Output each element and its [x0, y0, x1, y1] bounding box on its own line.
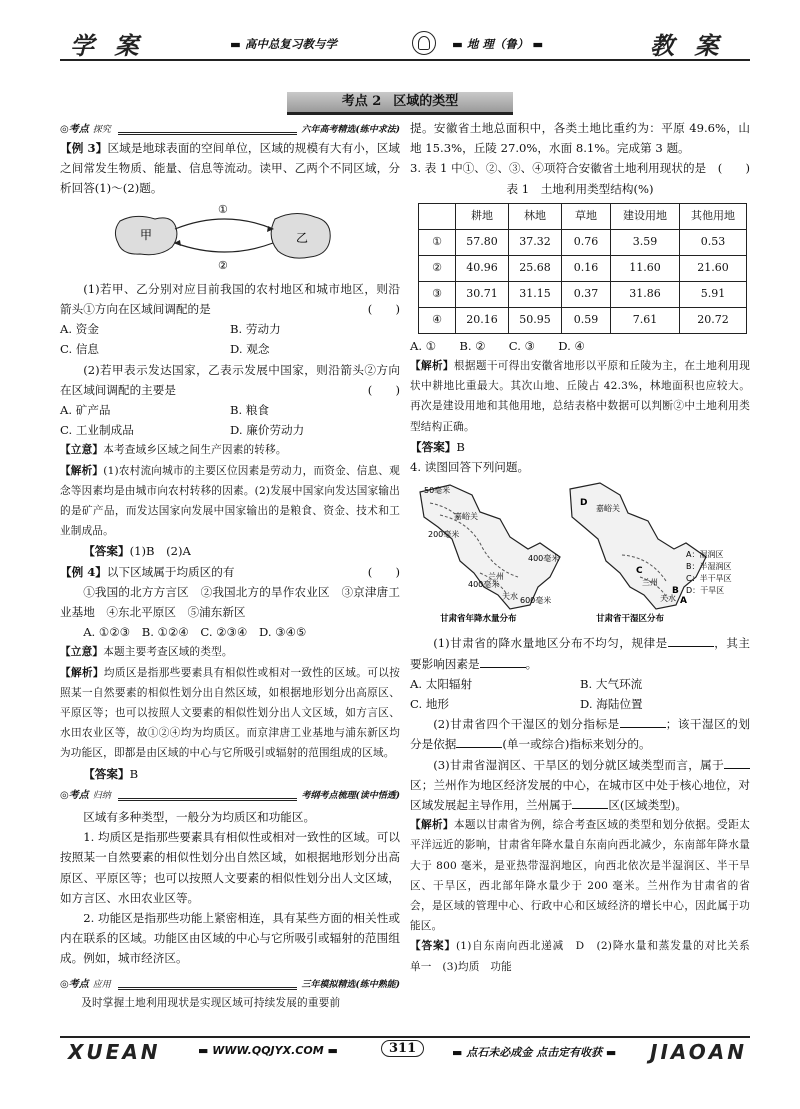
example-3-analysis: 【解析】(1)农村流向城市的主要区位因素是劳动力，而资金、信息、观念等因素均是由城市向农村转移的因素。(2)发展中国家向发达国家输出的是矿产品，而发达国家向发展中国家输出的是粮食、资金、技术和工业制成品。	[60, 464, 400, 538]
emblem-icon	[412, 31, 436, 55]
gansu-maps	[410, 477, 750, 627]
question-4-analysis: 【解析】本题以甘肃省为例，综合考查区域的类型和划分依据。受距太平洋远近的影响，甘肃省年降水量自东南向西北减少，东南部年降水量大于 800 毫米，是亚热带湿润地区，向西北依次是半湿润区、半干旱区、干旱区，西北部年降水量少于 200 毫米。兰州作为甘肃省的省会，是区域的管理中心、行政中心和区域经济的增长中心，因此属于功能区。	[410, 819, 750, 933]
q2-options: A. 矿产品 B. 粮食	[60, 403, 270, 418]
page-number: 311	[381, 1040, 424, 1057]
arrow-2-label: ②	[218, 258, 228, 272]
svg-text:A: A	[680, 596, 687, 607]
svg-text:嘉峪关: 嘉峪关	[454, 512, 478, 522]
left-column: ◎考点 探究 六年高考精选(练中求法) 【例 3】区域是地球表面的空间单位，区域的规模有大有小，区域之间常发生物质、能量、信息等流动。读甲、乙两个不同区域，分析回答(1)～(2)题。 甲 乙 ① ② (1)若甲、乙分别对应目前我国的农村地区和城市地区，则沿箭头①方向在区域间调配的是 ( ) A. 资金 B. 劳动力 C. 信息 D. 观念 (2)若甲表示发达国家，乙表示发展中国家，则沿箭头②方向在区域间调配的主要是 ( ) A. 矿产品 B. 粮食 C. 工业制成品 D. 廉价劳动力 【立意】本考查域乡区域之间生产因素的转移。 【解析】(1)农村流向城市的主要区位因素是劳动力，而资金、信息、观念等因素均是由城市向农村转移的因素。(2)发展中国家向发达国家输出的是矿产品，而发达国家向发展中国家输出的是粮食、资金、技术和工业制成品。 【答案】(1)B (2)A 【例 4】以下区域属于均质区的有 ( ) ①我国的北方方言区 ②我国北方的旱作农业区 ③京津唐工业基地 ④东北平原区 ⑤浦东新区 A. ①②③ B. ①②④ C. ②③④ D. ③④⑤ 【立意】本题主要考查区域的类型。 【解析】均质区是指那些要素具有相似性或相对一致性的区域。可以按照某一自然要素的相似性划分出自然区域，如根据地形划分出高原区、平原区等；也可以按照人文要素的相似性划分出人文区域，如方言区、水田农业区等，故①②④均为均质区。而京津唐工业基地与浦东新区均为功能区，即都是由区域的中心与它所吸引或辐射的范围组成的区域。 【答案】B ◎考点 归纳 考纲考点梳理(读中悟透) 区域有多种类型，一般分为均质区和功能区。 1. 均质区是指那些要素具有相似性或相对一致性的区域。可以按照某一自然要素的相似性划分出自然区域，如根据地形划分出高原区、平原区等；也可以按照人文要素的相似性划分出人文区域，如方言区、水田农业区等。 2. 功能区是指那些功能上紧密相连，具有某些方面的相关性或内在联系的区域。功能区由区域的中心与它所吸引或辐射的范围组成。例如，城市经济区。 ◎考点 应用 三年模拟精选(练中熟能) 及时掌握土地利用现状是实现区域可持续发展的重要前	[60, 118, 400, 1013]
table-row: ③ 30.71 31.15 0.37 31.86 5.91	[419, 281, 747, 307]
page-footer	[60, 1036, 750, 1066]
example-4-analysis: 【解析】均质区是指那些要素具有相似性或相对一致性的区域。可以按照某一自然要素的相似性划分出自然区域，如根据地形划分出高原区、平原区等；也可以按照人文要素的相似性划分出人文区域，如方言区、水田农业区等，故①②④均为均质区。而京津唐工业基地与浦东新区均为功能区，即都是由区域的中心与它所吸引或辐射的范围组成的区域。	[60, 666, 400, 760]
svg-text:兰州: 兰州	[642, 578, 658, 588]
svg-text:600毫米: 600毫米	[520, 596, 552, 606]
svg-text:400毫米: 400毫米	[528, 554, 560, 564]
header-right-brand: 教 案	[650, 32, 725, 60]
header-series: ▬ 高中总复习教与学	[230, 37, 337, 51]
arrow-1-label: ①	[218, 202, 228, 216]
example-3-stem: 【例 3】区域是地球表面的空间单位，区域的规模有大有小，区域之间常发生物质、能量、信息等流动。读甲、乙两个不同区域，分析回答(1)～(2)题。	[60, 141, 400, 196]
svg-text:兰州: 兰州	[488, 572, 504, 582]
example-4-items: ①我国的北方方言区 ②我国北方的旱作农业区 ③京津唐工业基地 ④东北平原区 ⑤浦东新区	[60, 584, 400, 620]
q1-options: A. 资金 B. 劳动力	[60, 322, 281, 337]
region-label-a: 甲	[140, 227, 153, 242]
table-row: ① 57.80 37.32 0.76 3.59 0.53	[419, 229, 747, 255]
question-4-answer: 【答案】(1)自东南向西北递减 D (2)降水量和蒸发量的对比关系 单一 (3)均质 功能	[410, 940, 761, 973]
question-4: 4. 读图回答下列问题。	[410, 460, 530, 475]
svg-text:200毫米: 200毫米	[428, 530, 460, 540]
legend-b: B：半湿润区	[686, 562, 732, 572]
example-4-options: A. ①②③ B. ①②④ C. ②③④ D. ③④⑤	[83, 625, 307, 640]
footer-slogan: ▬ 点石未必成金 点击定有收获 ▬	[452, 1046, 617, 1059]
legend-d: D：干旱区	[686, 586, 725, 596]
question-4-3: (3)甘肃省湿润区、干旱区的划分就区域类型而言，属于区；兰州作为地区经济发展的中心，在城市区中处于核心地位，对区域发展起主导作用，兰州属于 区(区域类型)。	[410, 757, 750, 813]
example-4-intent: 【立意】本题主要考查区域的类型。	[60, 646, 233, 659]
land-use-table	[418, 203, 747, 334]
summary-p3: 2. 功能区是指那些功能上紧密相连，具有某些方面的相关性或内在联系的区域。功能区由区域的中心与它所吸引或辐射的范围组成。例如，城市经济区。	[60, 910, 400, 966]
svg-text:天水: 天水	[502, 592, 518, 602]
section-title: 考点 2 区域的类型	[287, 92, 513, 115]
footer-left-brand: XUEAN	[68, 1040, 161, 1064]
question-4-1: (1)甘肃省的降水量地区分布不均匀，规律是 ，其主要影响因素是 。	[410, 636, 750, 671]
question-3-answer: 【答案】B	[410, 439, 465, 454]
application-intro: 及时掌握土地利用现状是实现区域可持续发展的重要前	[81, 996, 341, 1009]
legend-c: C：半干旱区	[686, 574, 732, 584]
table-header-row: 耕地 林地 草地 建设用地 其他用地	[419, 203, 747, 229]
table-caption: 表 1 土地利用类型结构(%)	[506, 181, 654, 196]
table-row: ② 40.96 25.68 0.16 11.60 21.60	[419, 255, 747, 281]
dryness-map-title: 甘肃省干湿区分布	[596, 614, 665, 625]
svg-text:B: B	[672, 586, 679, 597]
application-intro-cont: 提。安徽省土地总面积中，各类土地比重约为：平原 49.6%，山地 15.3%，丘陵 27.0%，水面 8.1%。完成第 3 题。	[410, 121, 750, 156]
example-3-q1: (1)若甲、乙分别对应目前我国的农村地区和城市地区，则沿箭头①方向在区域间调配的是 ( )	[60, 281, 400, 317]
summary-p2: 1. 均质区是指那些要素具有相似性或相对一致性的区域。可以按照某一自然要素的相似性划分出自然区域，如根据地形划分出高原区、平原区等；也可以按照人文要素的相似性划分出人文区域，如方言区、水田农业区等。	[60, 830, 400, 905]
question-3-analysis: 【解析】根据题干可得出安徽省地形以平原和丘陵为主，在土地利用现状中耕地比重最大。其次山地、丘陵占 42.3%，林地面积也应较大。再次是建设用地和其他用地，总结表格中数据可以判断②中土地利用类型结构正确。	[410, 360, 750, 433]
summary-p1: 区域有多种类型，一般分为均质区和功能区。	[83, 809, 316, 824]
section-bar-apply: ◎考点 应用 三年模拟精选(练中熟能)	[60, 975, 400, 990]
svg-text:嘉峪关: 嘉峪关	[596, 504, 620, 514]
example-3-intent: 【立意】本考查域乡区域之间生产因素的转移。	[60, 444, 287, 457]
footer-right-brand: JIAOAN	[650, 1040, 747, 1064]
footer-url: ▬ WWW.QQJYX.COM ▬	[198, 1044, 338, 1057]
example-4-answer: 【答案】B	[83, 766, 139, 781]
svg-text:D: D	[580, 498, 588, 509]
header-rule	[60, 59, 750, 61]
section-bar-explore: ◎考点 探究 六年高考精选(练中求法)	[60, 120, 400, 135]
question-3: 3. 表 1 中①、②、③、④项符合安徽省土地利用现状的是 ( )	[410, 161, 750, 176]
header-subject: ▬ 地 理（鲁） ▬	[452, 37, 544, 51]
legend-a: A：湿润区	[686, 550, 724, 560]
header-left-brand: 学 案	[70, 32, 145, 60]
question-3-options: A. ① B. ② C. ③ D. ④	[410, 338, 585, 353]
region-label-b: 乙	[296, 230, 309, 245]
dryness-map	[570, 483, 732, 624]
table-row: ④ 20.16 50.95 0.59 7.61 20.72	[419, 307, 747, 333]
question-4-1-options: A. 太阳辐射 B. 大气环流	[410, 676, 643, 691]
svg-text:天水: 天水	[660, 594, 676, 604]
question-4-2: (2)甘肃省四个干湿区的划分指标是 ；该干湿区的划分是依据 (单一或综合)指标来划分的。	[410, 717, 750, 752]
rainfall-map	[420, 485, 560, 624]
svg-text:50毫米: 50毫米	[424, 486, 451, 496]
right-column: 提。安徽省土地总面积中，各类土地比重约为：平原 49.6%，山地 15.3%，丘陵 27.0%，水面 8.1%。完成第 3 题。 3. 表 1 中①、②、③、④项符合安徽省土地利用现状的是 ( ) 表 1 土地利用类型结构(%) 耕地 林地 草地 建设用地 其他用地 ① 57.80 37.32 0.76 3.59 0.53 ② 40.96 25.68 0.16 11.60 21.60 ③ 30.71 31.15 0.37 31.86 5.91 ④ 20.16 50.95 0.59 7.61 20.72 A. ① B. ② C. ③ D. ④ 【解析】根据题干可得出安徽省地形以平原和丘陵为主，在土地利用现状中耕地比重最大。其次山地、丘陵占 42.3%，林地面积也应较大。再次是建设用地和其他用地，总结表格中数据可以判断②中土地利用类型结构正确。 【答案】B 4. 读图回答下列问题。 50毫米 200毫米 400毫米 400毫米 600毫米 嘉峪关 兰州 天水 甘肃省年降水量分布 D 嘉峪关 C 兰州 B 天水 A A：湿润区 B：半湿润区 C：半干旱区 D：干旱区 甘肃省干湿区分布 (1)甘肃省的降水量地区分布不均匀，规律是 ，其主要影响因素是 。 A. 太阳辐射 B. 大气环流 C. 地形 D. 海陆位置 (2)甘肃省四个干湿区的划分指标是 ；该干湿区的划分是依据 (单一或综合)指标来划分的。 (3)甘肃省湿润区、干旱区的划分就区域类型而言，属于区；兰州作为地区经济发展的中心，在城市区中处于核心地位，对区域发展起主导作用，兰州属于 区(区域类型)。 【解析】本题以甘肃省为例，综合考查区域的类型和划分依据。受距太平洋远近的影响，甘肃省年降水量自东南向西北减少，东南部年降水量大于 800 毫米，是亚热带湿润地区，向西北依次是半湿润区、半干旱区、干旱区，西北部年降水量少于 200 毫米。兰州作为甘肃省的省会，是区域的管理中心、行政中心和区域经济的增长中心，因此属于功能区。 【答案】(1)自东南向西北递减 D (2)降水量和蒸发量的对比关系 单一 (3)均质 功能	[410, 118, 750, 977]
rainfall-map-title: 甘肃省年降水量分布	[440, 614, 517, 625]
svg-text:C: C	[636, 566, 643, 577]
svg-text:400毫米: 400毫米	[468, 580, 500, 590]
example-4-stem: 【例 4】以下区域属于均质区的有 ( )	[60, 564, 400, 579]
example-3-q2: (2)若甲表示发达国家，乙表示发展中国家，则沿箭头②方向在区域间调配的主要是 ( )	[60, 362, 400, 397]
example-3-answer: 【答案】(1)B (2)A	[83, 544, 191, 559]
page-header	[60, 26, 750, 72]
region-diagram	[60, 199, 400, 273]
section-bar-summary: ◎考点 归纳 考纲考点梳理(读中悟透)	[60, 786, 400, 801]
